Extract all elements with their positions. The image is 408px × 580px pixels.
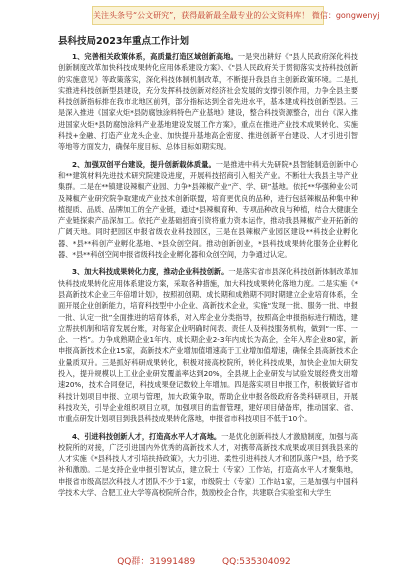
section-4-heading: 4、引进科技创新人才，打造高水平人才高地。 [72,431,222,441]
section-2 [58,159,358,261]
section-2-text: 一是推进中科大先研院*县智能制造创新中心和**建筑材料先进技术研究院建设进度，开展科技招商引入相关产业。不断壮大我县主导产业集群。二是在**镇建设辣椒产业园、力争*县辣椒产业“产、学、研”基地。依托**华强种业公司及辣椒产业研究院争取建成产业技术创新联盟，培育更优良的品种，进行包括辣椒品种集中种植提质、品质、品牌加工的全产业链，通过*县辣椒育种、专项品种改良与种植，结合大健康全产业链探索产品深加工。依托产业基础招商引资将重力资本运作，推动我县辣椒产业开拓新的广阔天地。同时把园区申报省级农业科技园区，三是在县辣椒产业园区建设**科技企业孵化器、*县**科创产业孵化基地、*县众创空间。推动创新创业，*县科技成果转化服务企业孵化器、*县**科创空间申报省级科技企业孵化器和众创空间，力争通过认定。 [58,159,358,260]
section-3-text: 一是落实省市县深化科技创新体制改革加快科技成果转化应用体系建设方案，采取各种措施，加大科技成果转化落地力度。二是实施《*县高新技术企业三年倍增计划》，按照初创期、成长期和成熟期不同时期建立企业培育体系，全面开展企业创新能力，培育科技型中小企业、高新技术企业，实施“发现一批、服务一批、申报一批、认定一批”全面推进的培育体系，对入库企业分类指导，按照高企申报指标进行精选，建立帮扶机制和培育发展台账，对每家企业明确时间表、责任人及科技服务机构，做到“一库、一企、一档”。力争成熟期企业1年内、成长期企业2-3年内成长为高企，全年入库企业80家，新申报高新技术企业15家，高新技术产业增加值增速高于工业增加值增速，确保全县高新技术企业量质双升。三是抓好科研成果转化，积极对接高校院所，转化科技成果，加快企业加大研发投入，提升规模以上工业企业研发覆盖率达到20%，全县规上企业研发与试验发展经费支出增速20%，技术合同登记，科技成果登记数较上年增加。四是落实项目申报工作，积极做好省市科技计划项目申报、立项与管理，加大政策争取，帮助企业申报各级政府各类科研项目，开展科技攻关，引导企业组织项目立项，加强项目的监督管理，建好项目储备库，推动国家、省、市重点研发计划项目到我县科技成果转化落地，申报省市科技项目不低于10个。 [58,267,358,424]
section-2-heading: 2、加强双创平台建设，提升创新载体质量。 [72,159,216,169]
promo-banner[interactable]: 关注头条号“公文研究”，获得最新最全最专业的公文资料库！ 微信：gongwenyj [92,6,324,25]
document-body [58,36,358,504]
footer-qq-group: QQ群：31991489 [117,557,196,567]
section-4-text: 一是优化创新科技人才激励制度，加强与高校院所的对接，广泛引进国内外优秀的高新技术人才，对携带高新技术成果或项目到我县来的人才实施《*县科技人才引培扶持政策》，大力引进、柔性引进科技人才和团队落户*县，给予奖补和激励。二是支持企业申报引智试点，建立院士（专家）工作站，打造高水平人才聚集地，申报省市级高层次科技人才团队不少于1家，市级院士（专家）工作站1家，三是加强与中国科学技术大学、合肥工业大学等高校院所合作，鼓励校企合作，共建联合实验室和大学生 [58,431,358,497]
document-title: 县科技局2023年重点工作计划 [58,36,189,47]
section-1 [58,51,358,153]
section-3 [58,266,358,424]
section-4 [58,431,358,499]
section-1-heading: 1、完善相关政策体系，高质量打造区域创新高地。 [72,52,238,61]
footer-contact [0,554,408,567]
section-1-text: 一是突出耕好《"县人民政府深化科技创新制度改革加快科技成果转化应用体系建设方案》、《"县人民政府关于贯彻落实支持科技创新的实施意见》等政策落实，深化科技体制机制改革，不断提升我县自主创新政策环境。二是扎实推进科技创新型县建设，充分发挥科技创新对经济社会发展的支撑引领作用，力争全县主要科技创新指标排在我市北地区前列，部分指标达到全省先进水平，基本建成科技创新型县。三是深入推进《国家火炬*县防腐蚀涂料特色产业基地》建设，整合科技资源整合，出台《深入推进国家火炬*县防腐蚀涂料产业基地建设发展工作方案》，重点在推进产业技术成果转化、实施科技+金融、打造产业龙头企业、加快提升基地高企密度、推进创新平台建设、人才引进引智等地等方面发力，确保年度目标、总体目标如期实现。 [58,52,358,152]
section-3-heading: 3、加大科技成果转化力度，推动企业科技创新。 [72,267,229,277]
footer-qq: QQ:535304092 [222,557,291,567]
